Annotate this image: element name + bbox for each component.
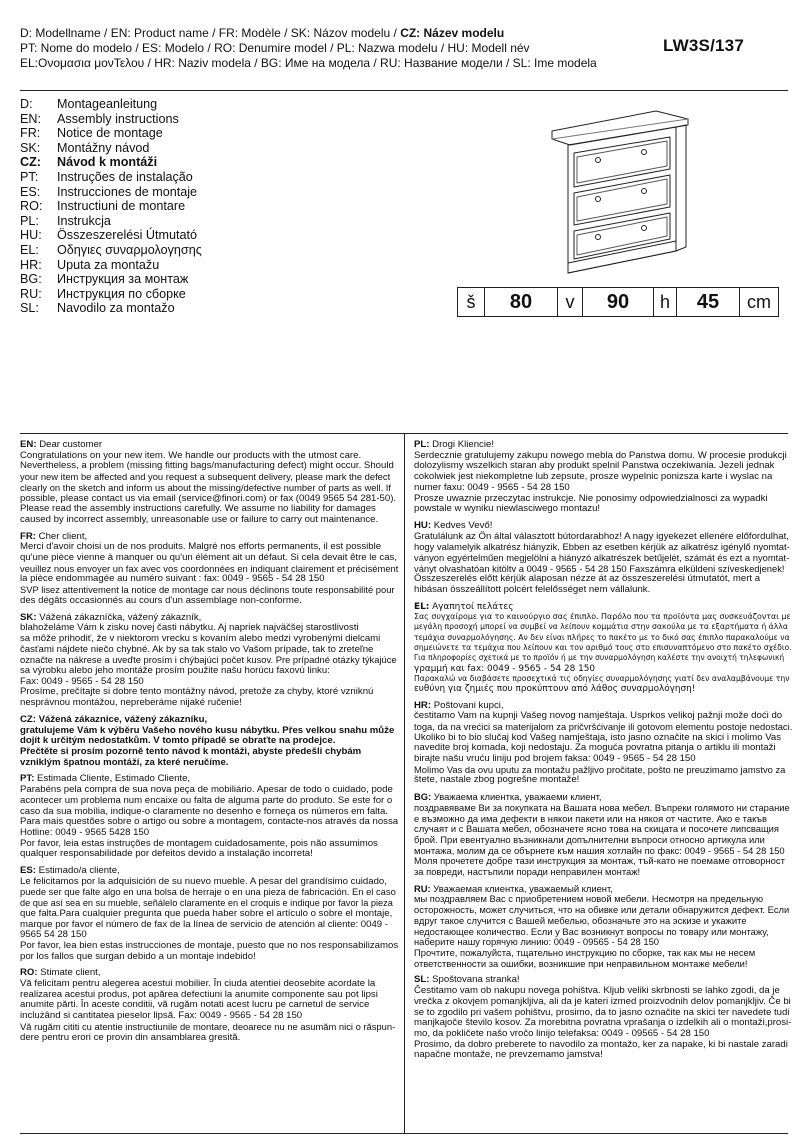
notice-section xyxy=(20,715,398,769)
notice-line: брой. При евентуално възникнали допълнителни въпроси относно артикула или xyxy=(414,833,765,845)
notice-line: toga, da na vrećici sa materijalom za pričvršćivanje ili gotovom elementu postoje nedostaci. xyxy=(414,720,793,732)
notice-salutation: Αγαπητοί πελάτες xyxy=(429,601,514,612)
notice-language-code: RU: xyxy=(414,882,431,894)
right-text-column xyxy=(414,440,792,1067)
header-line-3: EL:Ονομασια μονΤελου / HR: Naziv modela / BG: Име на модела / RU: Название модели / SL: Ime modela xyxy=(20,56,597,70)
instruction-title-text: Összeszerelési Útmutató xyxy=(57,228,197,243)
instruction-title xyxy=(20,214,300,229)
notice-line: časťami nájdete niečo chybné. Ak by sa tak stalo vo Vašom prípade, tak to zreteľne xyxy=(20,643,374,655)
notice-line: clearly on the sketch and inform us about the missing/defective number of parts as well. If xyxy=(20,481,392,493)
notice-line: Прочтите, пожалуйста, тщательно инструкцию по сборке, так как мы не несем xyxy=(414,946,756,958)
instruction-title-text: Návod k montáži xyxy=(57,155,158,170)
notice-section xyxy=(20,866,398,962)
notice-line: недостающее количество. Если у Вас возникнут вопросы по товару или монтажу, xyxy=(414,925,769,937)
height-label: v xyxy=(558,288,583,316)
notice-line: caso da sua mobília, indique-o claramente no desenho e forneça os números em falta. xyxy=(20,805,388,817)
notice-line: случаят и с Вашата мебел, обозначете ясно това на скицата и посочете липсващия xyxy=(414,823,779,835)
notice-line: σημειώνετε τα τεμάχια που λείπουν και τον αριθμό τους στο επισυναπτόμενο στο πακέτο σχέδιο. xyxy=(414,643,792,653)
notice-line: des dégâts occasionnés au cours d'un assemblage non-conforme. xyxy=(20,594,302,606)
header-line-1-segment: Product name xyxy=(134,26,209,40)
notice-section xyxy=(20,532,398,607)
notice-language-code: SL: xyxy=(414,974,430,986)
knob-icon xyxy=(596,158,601,163)
notice-section xyxy=(20,774,398,860)
instruction-title-text: Οδηγιες συναρμολογησης xyxy=(57,242,202,257)
knob-icon xyxy=(642,189,647,194)
notice-line: наберите нашу горячую линию: 0049 - 09565 - 54 28 150 xyxy=(414,936,660,948)
chest-of-drawers-illustration xyxy=(540,103,720,283)
notice-line: la pièce endommagée au numéro suivant : fax: 0049 - 9565 - 54 28 150 xyxy=(20,573,325,585)
notice-line: Fax: 0049 - 9565 - 54 28 150 xyxy=(20,675,144,687)
notice-section xyxy=(414,521,792,596)
instruction-title-text: Instrukcja xyxy=(57,213,111,228)
notice-line: е възможно да има дефекти в някои пакети или на някоя от частите. Ако е такъв xyxy=(414,812,768,824)
notice-language-code: RO: xyxy=(20,967,38,979)
instruction-title xyxy=(20,243,300,258)
notice-line: se to zgodilo pri vašem pohištvu, prosimo, da to jasno označite na skici ter navedete tudi xyxy=(414,1006,790,1018)
notice-line: štete, nastale zbog pogrešne montaže! xyxy=(414,774,580,786)
notice-language-code: FR: xyxy=(20,530,36,542)
notice-line: qualquer responsabilidade por defeitos devido a instalação incorreta! xyxy=(20,848,313,860)
notice-line: dojít k určitým nedostatkům. V tomto případě se obraťte na prodejce. xyxy=(20,735,336,747)
notice-section xyxy=(414,792,792,878)
notice-salutation: Estimada Cliente, Estimado Cliente, xyxy=(34,773,191,785)
notice-line: ευθύνη για ζημιές που προκύπτουν από λάθος συναρμολόγηση! xyxy=(414,684,696,695)
instruction-title xyxy=(20,287,300,302)
page-bottom-rule xyxy=(20,1133,788,1134)
notice-salutation: Estimado/a cliente, xyxy=(36,865,120,877)
notice-line: Hotline: 0049 - 9565 5428 150 xyxy=(20,826,150,838)
notice-line: поздравяваме Ви за покупката на Вашата нова мебел. Въпреки голямото ни старание xyxy=(414,801,790,813)
notice-line: sa výrobku alebo jeho montáže prosím použite našu horúcu faxovú linku: xyxy=(20,665,330,677)
notice-line: hogy valamelyik alkatrész hiányzik. Ebben az esetben kérjük az alkatrész igénylő nyomtat- xyxy=(414,541,790,553)
notice-line: Για πληροφορίες σχετικά με το προϊόν ή με την συναρμολόγηση καλέστε την ανοιχτή τηλεφωνική xyxy=(414,653,785,663)
notice-line: Prosimo, da dobro preberete to navodilo za montažo, ker za napake, ki bi nastale zaradi xyxy=(414,1038,788,1050)
notice-salutation: Spoštovana stranka! xyxy=(429,974,520,986)
instruction-title xyxy=(20,126,300,141)
depth-value: 45 xyxy=(677,288,740,316)
language-code: FR: xyxy=(20,126,41,141)
notice-line: 9565 54 28 150 xyxy=(20,929,87,941)
notice-line: Моля прочетете добре тази инструкция за монтаж, тъй-като не поемаме отговорност xyxy=(414,855,785,867)
notice-line: anumite părti. În aceste conditii, vă rugăm notati acest lucru pe carnetul de service xyxy=(20,999,370,1011)
notice-language-code: CZ: xyxy=(20,713,36,725)
notice-line: de que así sea en su mueble, señálelo claramente en el croquis e indique por favor la pieza xyxy=(20,898,393,909)
notice-line: acontecer um problema num encaixe ou falta de alguma parte do produto. Se este for o xyxy=(20,794,393,806)
notice-section xyxy=(20,613,398,709)
notice-section xyxy=(414,440,792,515)
notice-line: Por favor, lea bien estas instrucciones de montaje, puesto que no nos responsabilizamos xyxy=(20,939,399,951)
instruction-title-text: Инструкция за монтаж xyxy=(57,272,189,287)
notice-salutation: Dear customer xyxy=(36,439,103,450)
notice-line: inclużând si cantitatea pieselor lipsă. Fax: 0049 - 9565 - 54 28 150 xyxy=(20,1010,303,1022)
language-code: ES: xyxy=(20,184,41,199)
notice-salutation: Уважаемая клиентка, уважаемый клиент, xyxy=(430,882,613,894)
notice-line: hibásan összeállított polcért felelősséget nem vállalunk. xyxy=(414,584,651,596)
notice-line: SVP lisez attentivement la notice de montage car nous déclinons toute responsabilité pour xyxy=(20,584,395,596)
language-code: HU: xyxy=(20,228,42,243)
notice-section xyxy=(414,975,792,1061)
notice-language-code: BG: xyxy=(414,791,432,803)
notice-language-code: PT: xyxy=(20,773,35,785)
instruction-title xyxy=(20,258,300,273)
language-code: D: xyxy=(20,97,33,111)
notice-salutation: Drogi Kliencie! xyxy=(429,439,494,450)
notice-line: possible, please contact us via email (service@finori.com) or fax (0049 9565 54 281-50). xyxy=(20,492,397,504)
header-line-2: PT: Nome do modelo / ES: Modelo / RO: Denumire model / PL: Nazwa modelu / HU: Modell név xyxy=(20,41,530,55)
notice-language-code: SK: xyxy=(20,611,37,623)
notice-line: Parabéns pela compra de sua nova peça de mobiliário. Apesar de todo o cuidado, pode xyxy=(20,784,393,796)
notice-line: navedite broj komada, koji nedostaju. Za moguća povratna pitanja o artiklu ili montaži xyxy=(414,742,776,754)
depth-label: h xyxy=(654,288,677,316)
notice-line: Congratulations on your new item. We handle our products with the utmost care. xyxy=(20,449,362,461)
notice-line: Prosze uwaznie przeczytac instrukcje. Nie ponosimy odpowiedzialnosci za wypadki xyxy=(414,492,768,504)
language-code: CZ: xyxy=(20,155,41,170)
notice-section xyxy=(414,701,792,787)
instruction-title-text: Navodilo za montažo xyxy=(57,301,175,316)
notice-line: Gratulálunk az Ön által választott bútordarabhoz! A nagy igyekezet ellenére előfordulhat, xyxy=(414,530,789,542)
notice-line: caused by incorrect assembly, unreasonable use or failure to carry out maintenance. xyxy=(20,513,379,525)
notice-salutation: Kedves Vevő! xyxy=(431,519,493,531)
instruction-title-text: Montageanleitung xyxy=(57,97,158,111)
column-divider xyxy=(404,433,405,1133)
height-value: 90 xyxy=(583,288,654,316)
notice-line: Παρακαλώ να διαβάσετε προσεχτικά τις οδηγίες συναρμολόγησης γιατί δεν αναλαμβάνουμε την xyxy=(414,673,790,683)
notice-line: que falta.Para cualquier pregunta que pueda haber sobre el artículo o sobre el montaje, xyxy=(20,907,393,919)
unit-label: cm xyxy=(747,291,771,312)
notice-language-code: HU: xyxy=(414,519,432,531)
notice-language-code: HR: xyxy=(414,699,432,711)
notice-language-code: PL: xyxy=(414,439,430,450)
header-line-1-segment: / FR: Modèle / SK: Názov modelu / xyxy=(208,26,401,40)
notice-salutation: Vážená zákaznice, vážený zákazníku, xyxy=(35,713,208,725)
notice-line: mo, da pokličete našo vročo linijo telefaksa: 0049 - 09565 - 54 28 150 xyxy=(414,1027,710,1039)
language-code: EN: xyxy=(20,111,41,126)
language-code: PT: xyxy=(20,169,39,184)
instruction-title xyxy=(20,301,300,316)
notice-line: por los fallos que surgan debido a un montaje indebido! xyxy=(20,950,256,962)
drawer-1 xyxy=(574,137,670,187)
notice-line: Molimo Vas da ovu uputu za montažu pažljivo pročitate, pošto ne preuzimamo jamstvo za xyxy=(414,763,786,775)
notice-line: Prosíme, prečítajte si dobre tento montážny návod, pretože za chyby, ktoré vzniknú xyxy=(20,686,374,698)
notice-line: veuillez nous envoyer un fax avec vos coordonnées en indiquant clairement et précisément xyxy=(20,562,399,574)
instruction-title-text: Instrucciones de montaje xyxy=(57,184,198,199)
notice-line: мы поздравляем Вас с приобретением новой мебели. Несмотря на предельную xyxy=(414,893,763,905)
notice-language-code: EN: xyxy=(20,439,37,450)
knob-icon xyxy=(596,235,601,240)
language-code: RO: xyxy=(20,199,43,214)
notice-line: vrečka z okovjem pomanjkljiva, ali da je kateri izmed proizvodnih delov pomanjkljiv. Če bi xyxy=(414,995,791,1007)
instruction-title xyxy=(20,228,300,243)
notice-salutation: Уважаема клиентка, уважаеми клиент, xyxy=(431,791,602,803)
language-code: SK: xyxy=(20,140,41,155)
width-label: š xyxy=(458,288,485,316)
instruction-title-text: Uputa za montažu xyxy=(57,257,160,272)
notice-line: τεμάχια συναρμολόγησης. Αν δεν είναι πλήρες το πακέτο με το δικό σας έπιπλο παρακαλούμε να xyxy=(414,632,790,642)
knob-icon xyxy=(642,226,647,231)
notice-line: označte na nákrese a uveďte prosím i chýbajúci počet kusov. Pre prípadné otázky týkajúce xyxy=(20,654,397,666)
notice-line: за повреди, настъпили поради неправилен монтаж! xyxy=(414,866,641,878)
notice-line: cokolwiek jest niekompletne lub zepsute, prosze wypelnic ponizsza karte i wyslac na xyxy=(414,471,773,483)
notice-line: Σας συγχαίρομε για το καινούργιο σας έπιπλο. Παρόλο που τα προϊόντα μας συσκευάζονται με xyxy=(414,612,791,622)
notice-line: μεγάλη προσοχή μπορεί να συμβεί να λείπουν κομμάτια στην σακούλα με τα εξαρτήματα ή άλλα xyxy=(414,622,788,632)
notice-line: čestitamo Vam na kupnji Vašeg novog namještaja. Usprkos velikoj pažnji može doći do xyxy=(414,710,783,722)
notice-line: ványt olvashatóan kitöltv a 0049 - 9565 - 54 28 150 Faxszámra elküldeni szíveskedjenek! xyxy=(414,562,785,574)
instruction-title xyxy=(20,112,300,127)
notice-salutation: Vážená zákazníčka, vážený zákazník, xyxy=(36,611,202,623)
model-code: LW3S/137 xyxy=(663,36,744,55)
notice-line: your new item be affected and you request a subsequent delivery, please mark the defect xyxy=(20,471,391,483)
notice-line: marque por favor el número de fax de la línea de servicio de atención al cliente: 0049 - xyxy=(20,918,388,930)
notice-line: Merci d'avoir choisi un de nos produits. Malgré nos efforts permanents, il est possible xyxy=(20,541,382,553)
notice-line: qu'une pièce vienne à manquer ou qu'un élément ait un défaut. Si cela devait être le cas, xyxy=(20,552,398,564)
instruction-title xyxy=(20,185,300,200)
left-text-column xyxy=(20,440,398,1049)
notice-line: puede ser que falte algo en una bolsa de herraje o en una pieza de fabricación. En el caso xyxy=(20,886,396,898)
instruction-title xyxy=(20,97,300,112)
instruction-title-list xyxy=(20,97,300,316)
notice-line: gratulujeme Vám k výběru Vašeho nového kusu nábytku. Přes velkou snahu může xyxy=(20,724,395,736)
notice-line: vzniklým špatnou montáží, za které neručíme. xyxy=(20,756,229,768)
notice-line: осторожность, может случиться, что на обивке или детали обнаружится дефект. Если xyxy=(414,904,790,916)
language-code: EL: xyxy=(20,242,39,257)
knob-icon xyxy=(596,197,601,202)
notice-greeting xyxy=(414,602,792,612)
notice-line: dolozylismy wszelkich staran aby produkt spelnil Panstwa oczekiwania. Jezeli jednak xyxy=(414,460,775,472)
header-line-1-segment: CZ: Název modelu xyxy=(400,26,505,40)
notice-greeting xyxy=(20,715,398,726)
language-code: BG: xyxy=(20,272,42,287)
instruction-title xyxy=(20,199,300,214)
notice-section xyxy=(20,968,398,1043)
notice-line: Nevertheless, a problem (missing fitting bags/manufacturing defect) might occur. Should xyxy=(20,460,394,472)
instruction-title-text: Instruções de instalação xyxy=(57,169,193,184)
instruction-title xyxy=(20,155,300,170)
instruction-title-text: Assembly instructions xyxy=(57,111,179,126)
drawer-2 xyxy=(574,175,670,225)
instruction-title-text: Montážny návod xyxy=(57,140,150,155)
body-side xyxy=(676,125,686,251)
notice-line: nesprávnou montážou, nepreberáme nijaké ručenie! xyxy=(20,697,242,709)
notice-language-code: EL: xyxy=(414,601,430,612)
dimensions-table xyxy=(457,287,779,317)
notice-line: ответственности за ошибки, возникшие при неправильном монтаже мебели! xyxy=(414,957,748,969)
header-line-1 xyxy=(20,26,504,40)
notice-line: Összeszerelés előtt kérjük alaposan nézze át az összeszerelési útmutatót, mert a xyxy=(414,573,761,585)
notice-line: монтажа, молим да се обърнете към нашия хотлайн по факс: 0049 - 9565 - 54 28 150 xyxy=(414,844,785,856)
notice-line: manjkajoče število kosov. Za morebitna povratna vprašanja o izdelkih ali o montaži,prosi- xyxy=(414,1017,792,1029)
language-code: RU: xyxy=(20,286,42,301)
notice-line: Para mais questões sobre o artigo ou sobre a montagem, contacte-nos através da nossa xyxy=(20,816,399,828)
notice-line: sa môže prihodiť, že v niektorom vrecku s kovaním alebo medzi vyrobenými dielcami xyxy=(20,632,381,644)
notice-line: Serdecznie gratulujemy zakupu nowego mebla do Panstwa domu. W procesie produkcji xyxy=(414,449,787,461)
notice-salutation: Cher client, xyxy=(35,530,88,542)
instruction-title xyxy=(20,170,300,185)
notice-line: Por favor, leia estas instruções de montagem cuidadosamente, pois não assumimos xyxy=(20,837,378,849)
notice-salutation: Stimate client, xyxy=(37,967,101,979)
notice-line: powstale w wyniku niewlasciwego montazu! xyxy=(414,503,601,515)
header-divider xyxy=(20,90,788,91)
notice-line: вдруг такое случится с Вашей мебелью, обозначьте это на эскизе и укажите xyxy=(414,914,747,926)
instruction-title-text: Notice de montage xyxy=(57,126,163,141)
notice-salutation: Poštovani kupci, xyxy=(431,699,504,711)
notice-line: Čestitamo vam ob nakupu novega pohištva. Kljub veliki skrbnosti se lahko zgodi, da je xyxy=(414,985,780,997)
notice-line: Ukoliko bi to bio slučaj kod Vašeg namještaja, isto jasno označite na skici i molimo Vas xyxy=(414,731,782,743)
instruction-title xyxy=(20,272,300,287)
notice-section xyxy=(414,884,792,970)
language-code: PL: xyxy=(20,213,39,228)
notice-line: numer faxu: 0049 - 9565 - 54 28 150 xyxy=(414,481,570,493)
notice-line: Přečtěte si prosím pozorně tento návod k montáži, abyste předešli chybám xyxy=(20,745,362,757)
width-value: 80 xyxy=(485,288,558,316)
notice-section xyxy=(414,602,792,695)
header-line-1-segment: D: Modellname / EN: xyxy=(20,26,135,40)
notice-line: napačne montaže, ne prevzemamo jamstva! xyxy=(414,1049,603,1061)
notice-line: ványon egyértelműen megjelölni a hiányzó alkatrészek betűjelét, számát és ezt a nyomtat- xyxy=(414,552,790,564)
notice-line: Please read the assembly instructions carefully. We assume no liability for damages xyxy=(20,503,376,515)
language-code: SL: xyxy=(20,301,39,316)
notice-line: γραμμή και fax: 0049 - 9565 - 54 28 150 xyxy=(414,663,596,674)
notice-line: Vă felicitam pentru alegerea acestui mobilier. În ciuda atentiei deosebite acordate la xyxy=(20,978,376,990)
notice-line: birajte našu vruću liniju pod brojem faksa: 0049 - 9565 - 54 28 150 xyxy=(414,753,696,765)
instruction-title-text: Инструкция по сборке xyxy=(57,286,186,301)
notice-line: Le felicitamos por la adquisición de su nuevo mueble. A pesar del grandísimo cuidado, xyxy=(20,875,387,887)
notice-line: realizarea acestui produs, pot apărea defectiuni la anumite componente sau pot lipsi xyxy=(20,988,378,1000)
notice-line: dere pentru erori ce provin din ansamblarea gresită. xyxy=(20,1031,241,1043)
notice-section xyxy=(20,440,398,526)
instruction-title-text: Instructiuni de montare xyxy=(57,199,186,214)
knob-icon xyxy=(642,150,647,155)
notice-line: blahoželáme Vám k zisku novej časti nábytku. Aj napriek najväčšej starostlivosti xyxy=(20,622,359,634)
notice-line: Vă rugăm cititi cu atentie instructiunile de montare, deoarece nu ne asumăm nici o răspun- xyxy=(20,1020,396,1032)
language-code: HR: xyxy=(20,257,42,272)
notice-language-code: ES: xyxy=(20,865,36,877)
instruction-title xyxy=(20,141,300,156)
